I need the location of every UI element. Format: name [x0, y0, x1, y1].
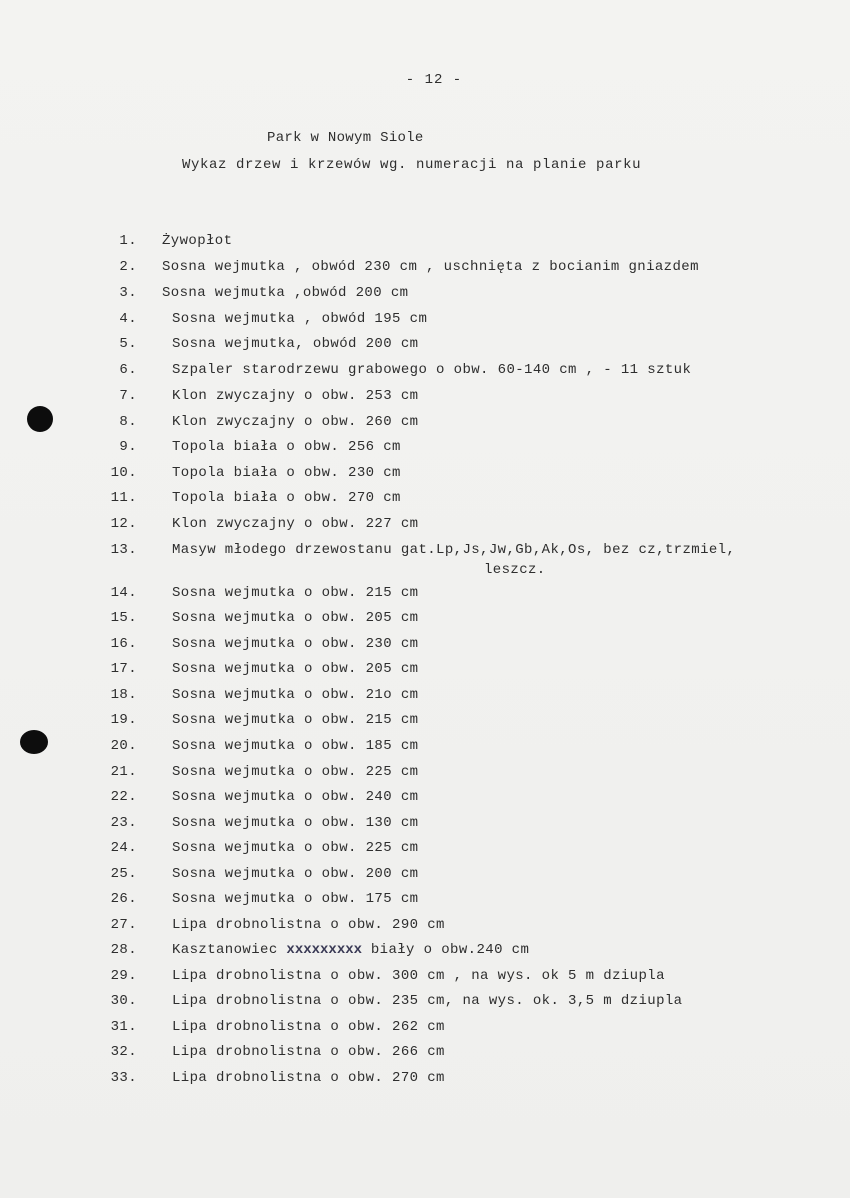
item-number: 27. — [110, 917, 137, 933]
item-number: 11. — [110, 490, 137, 506]
item-text: Lipa drobnolistna o obw. 266 cm — [172, 1044, 445, 1060]
item-number: 22. — [110, 789, 137, 805]
item-text: Sosna wejmutka o obw. 205 cm — [172, 610, 419, 626]
item-number: 33. — [110, 1070, 137, 1086]
item-text: Sosna wejmutka o obw. 230 cm — [172, 636, 419, 652]
item-text: Sosna wejmutka o obw. 225 cm — [172, 764, 419, 780]
item-number: 13. — [110, 542, 137, 558]
item-number: 18. — [110, 687, 137, 703]
item-text: Sosna wejmutka o obw. 200 cm — [172, 866, 419, 882]
item-text: Klon zwyczajny o obw. 227 cm — [172, 516, 419, 532]
item-number: 10. — [110, 465, 137, 481]
item-number: 8. — [119, 414, 137, 430]
item-number: 5. — [119, 336, 137, 352]
punch-hole — [20, 730, 48, 754]
item-text: Sosna wejmutka, obwód 200 cm — [172, 336, 419, 352]
item-number: 29. — [110, 968, 137, 984]
item-number: 31. — [110, 1019, 137, 1035]
item-number: 2. — [119, 259, 137, 275]
punch-hole — [27, 406, 53, 432]
item-number: 14. — [110, 585, 137, 601]
item-number: 16. — [110, 636, 137, 652]
item-number: 9. — [119, 439, 137, 455]
item-text: Sosna wejmutka o obw. 185 cm — [172, 738, 419, 754]
item-text: Klon zwyczajny o obw. 260 cm — [172, 414, 419, 430]
item-text: Sosna wejmutka o obw. 240 cm — [172, 789, 419, 805]
item-text: Lipa drobnolistna o obw. 262 cm — [172, 1019, 445, 1035]
item-number: 19. — [110, 712, 137, 728]
document-subtitle: Wykaz drzew i krzewów wg. numeracji na planie parku — [182, 157, 642, 173]
document-title: Park w Nowym Siole — [267, 130, 424, 146]
item-text: Topola biała o obw. 256 cm — [172, 439, 401, 455]
page-number: - 12 - — [405, 72, 463, 88]
item-text: Sosna wejmutka o obw. 21o cm — [172, 687, 419, 703]
item-text: Sosna wejmutka o obw. 130 cm — [172, 815, 419, 831]
item-number: 12. — [110, 516, 137, 532]
item-text: Lipa drobnolistna o obw. 290 cm — [172, 917, 445, 933]
item-number: 30. — [110, 993, 137, 1009]
item-number: 32. — [110, 1044, 137, 1060]
item-number: 15. — [110, 610, 137, 626]
item-number: 4. — [119, 311, 137, 327]
item-text: Lipa drobnolistna o obw. 300 cm , na wys. ok 5 m dziupla — [172, 968, 665, 984]
item-text-part: biały o obw.240 cm — [362, 942, 530, 958]
item-text: Sosna wejmutka o obw. 175 cm — [172, 891, 419, 907]
item-number: 26. — [110, 891, 137, 907]
item-text: Sosna wejmutka , obwód 195 cm — [172, 311, 428, 327]
item-number: 23. — [110, 815, 137, 831]
item-text-part: Kasztanowiec — [172, 942, 287, 958]
item-text: Sosna wejmutka ,obwód 200 cm — [162, 285, 409, 301]
item-number: 6. — [119, 362, 137, 378]
item-text: Klon zwyczajny o obw. 253 cm — [172, 388, 419, 404]
item-text — [172, 942, 529, 958]
item-text: Sosna wejmutka o obw. 215 cm — [172, 712, 419, 728]
item-text: Żywopłot — [162, 233, 233, 249]
item-text: Topola biała o obw. 230 cm — [172, 465, 401, 481]
item-text: Sosna wejmutka o obw. 205 cm — [172, 661, 419, 677]
item-text: Sosna wejmutka o obw. 215 cm — [172, 585, 419, 601]
item-text: Sosna wejmutka , obwód 230 cm , uschnięta z bocianim gniazdem — [162, 259, 699, 275]
item-text: Lipa drobnolistna o obw. 270 cm — [172, 1070, 445, 1086]
item-number: 24. — [110, 840, 137, 856]
item-text: Topola biała o obw. 270 cm — [172, 490, 401, 506]
item-text: Masyw młodego drzewostanu gat.Lp,Js,Jw,Gb,Ak,Os, bez cz,trzmiel, — [172, 542, 736, 558]
item-number: 3. — [119, 285, 137, 301]
item-number: 25. — [110, 866, 137, 882]
item-text-continuation: leszcz. — [484, 562, 546, 578]
item-number: 17. — [110, 661, 137, 677]
item-number: 21. — [110, 764, 137, 780]
item-text: Lipa drobnolistna o obw. 235 cm, na wys. ok. 3,5 m dziupla — [172, 993, 683, 1009]
item-text: Szpaler starodrzewu grabowego o obw. 60-140 cm , - 11 sztuk — [172, 362, 692, 378]
item-number: 7. — [119, 388, 137, 404]
struck-out-word: xxxxxxxxx — [286, 942, 363, 958]
item-number: 1. — [119, 233, 137, 249]
item-number: 20. — [110, 738, 137, 754]
item-text: Sosna wejmutka o obw. 225 cm — [172, 840, 419, 856]
item-number: 28. — [110, 942, 137, 958]
